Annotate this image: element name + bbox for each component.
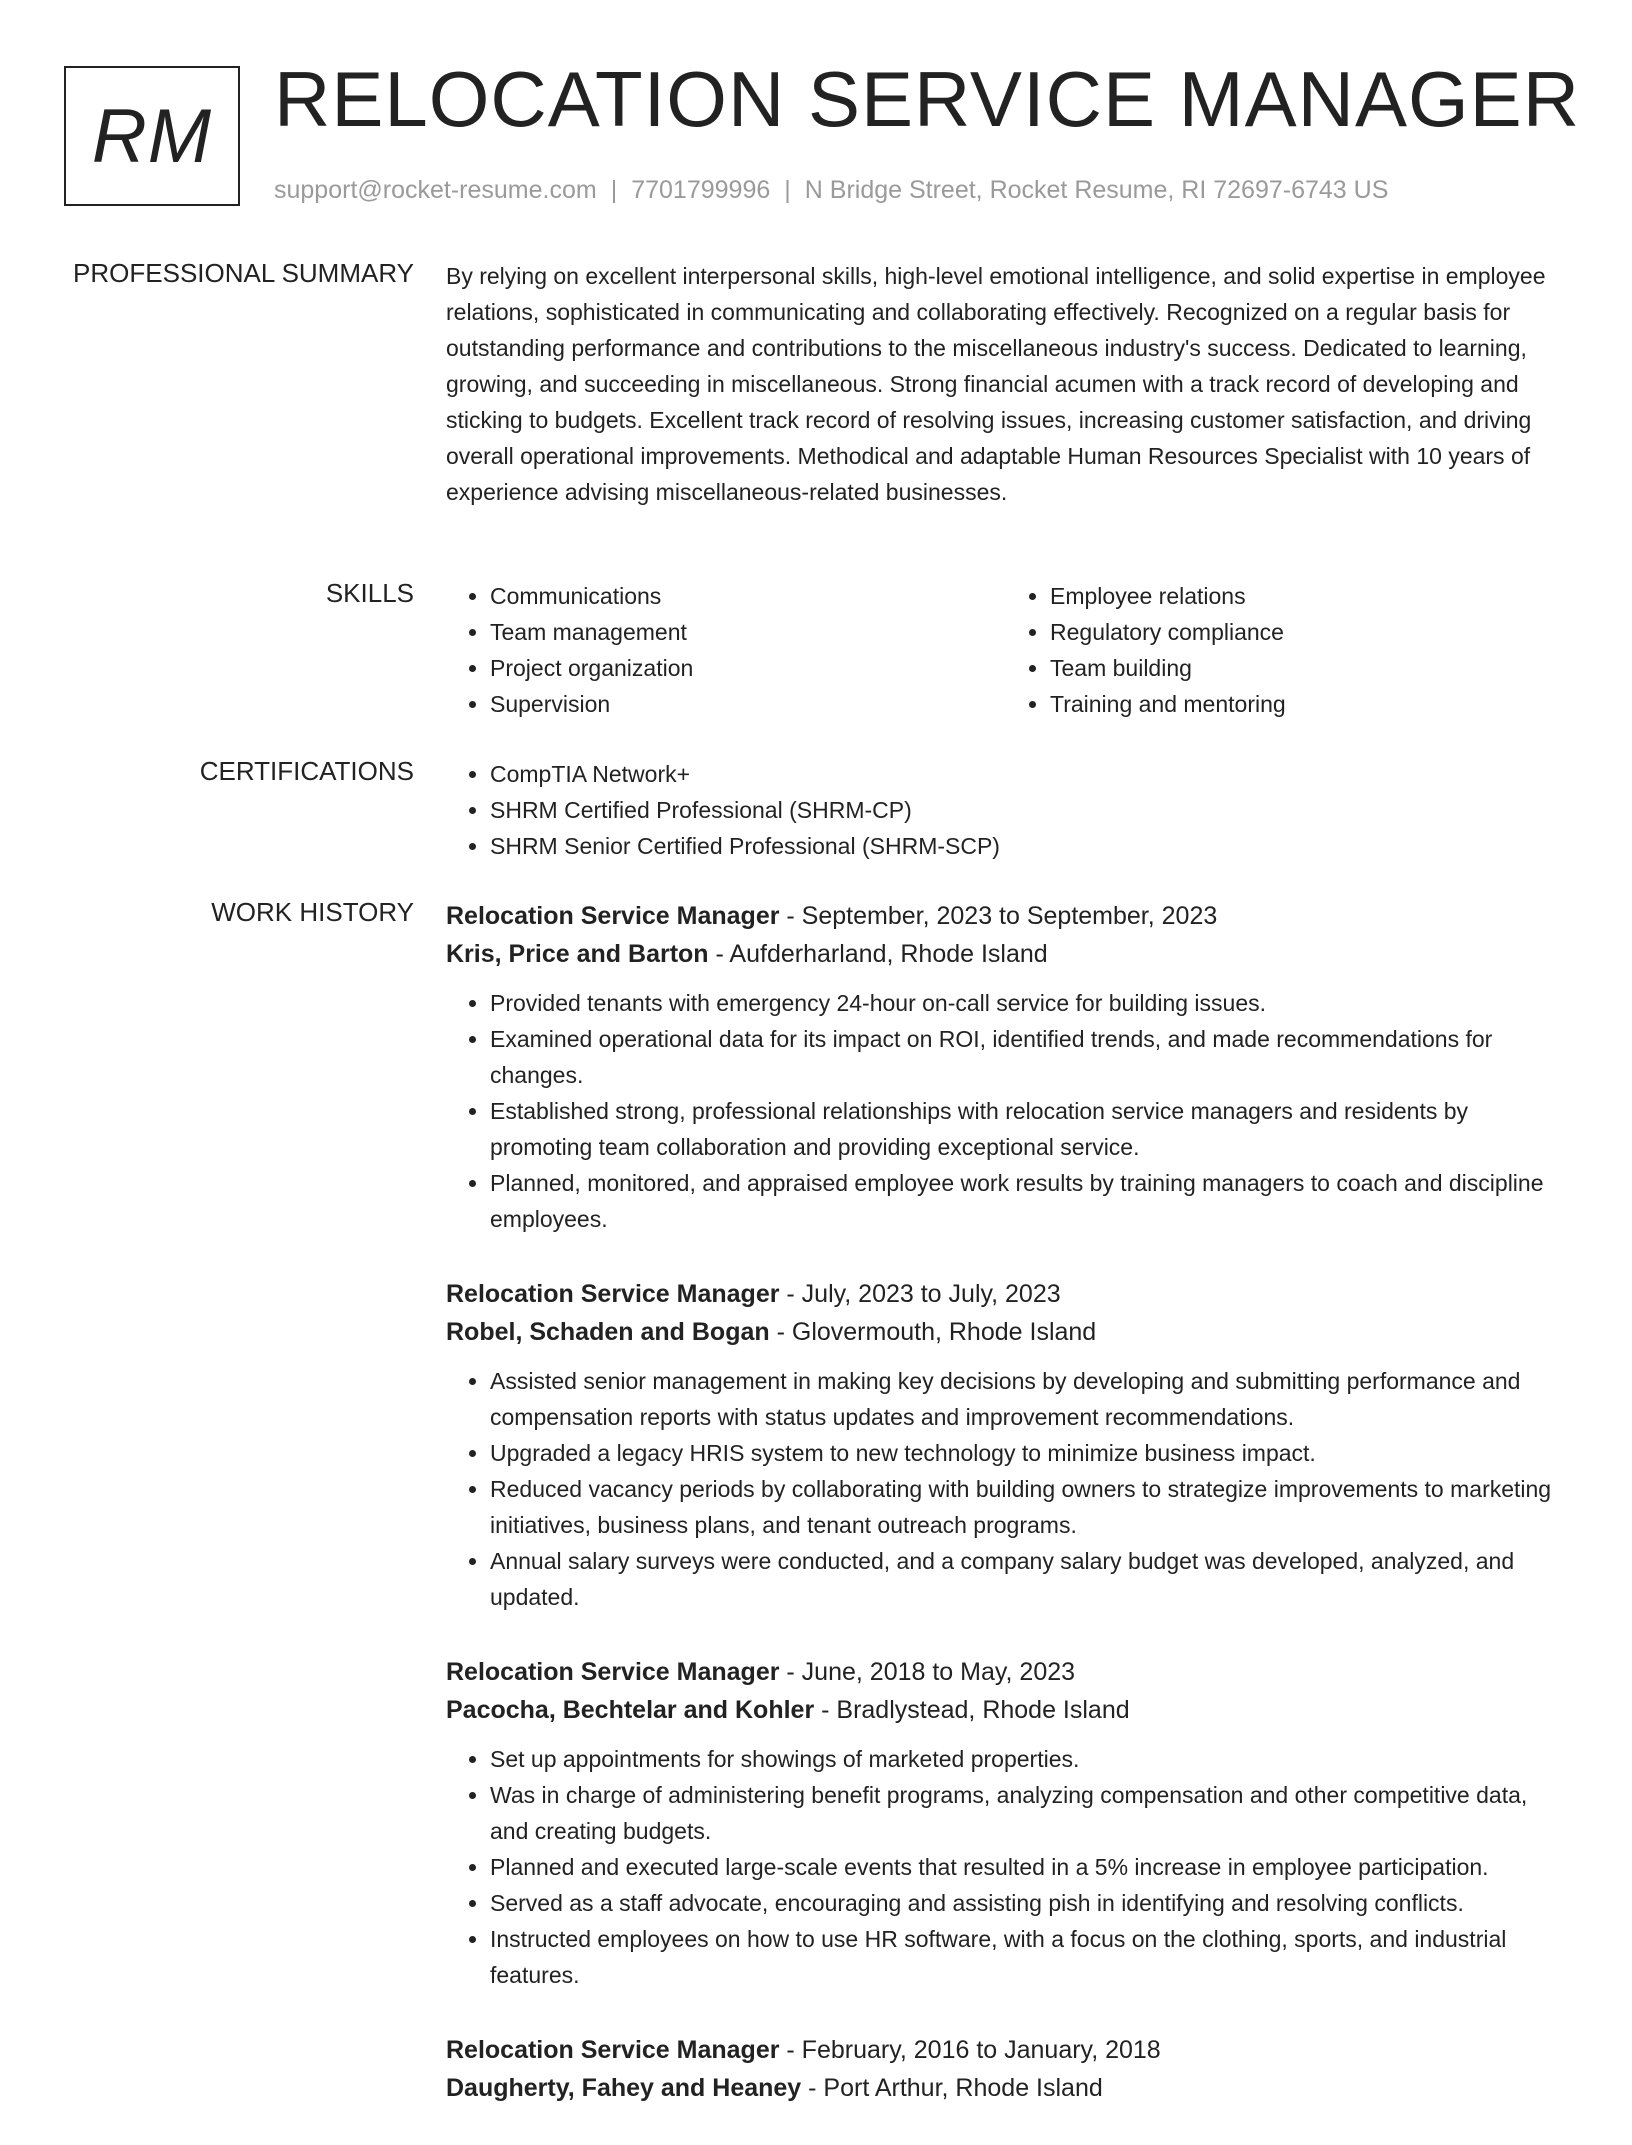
skills-grid [446,578,1566,722]
job-bullet: • Annual salary surveys were conducted, and a company salary budget was developed, analyzed, and updated. [490,1543,1566,1615]
job-role: Relocation Service Manager [446,902,780,930]
summary-heading: PROFESSIONAL SUMMARY [73,258,414,288]
job-bullets [446,1363,1566,1615]
list-item: • Training and mentoring [1050,686,1566,722]
job-company: Daugherty, Fahey and Heaney [446,2074,802,2102]
job-entry [446,897,1566,1237]
skills-body [446,578,1566,722]
job-company-line [446,1313,1566,1351]
list-item: • CompTIA Network+ [490,756,1566,792]
list-item: • Team management [490,614,1006,650]
job-bullet: • Planned and executed large-scale events that resulted in a 5% increase in employee participation. [490,1849,1566,1885]
job-title-line [446,897,1566,935]
contact-email: support@rocket-resume.com [274,176,597,204]
job-entry [446,1653,1566,1993]
certifications-list [446,756,1566,864]
skills-left-list [446,578,1006,722]
contact-separator: | [610,176,618,204]
job-bullet: • Planned, monitored, and appraised employee work results by training managers to coach and discipline employees. [490,1165,1566,1237]
list-item: • Team building [1050,650,1566,686]
summary-text: By relying on excellent interpersonal skills, high-level emotional intelligence, and solid expertise in employee relations, sophisticated in communicating and collaborating effectively. Recognized on a regular basis for outstanding performance and contributions to the miscellaneous industry's success. Dedicated to learning, growing, and succeeding in miscellaneous. Strong financial acumen with a track record of developing and sticking to budgets. Excellent track record of resolving issues, increasing customer satisfaction, and driving overall operational improvements. Methodical and adaptable Human Resources Specialist with 10 years of experience advising miscellaneous-related businesses. [446,263,1546,505]
list-item: • Employee relations [1050,578,1566,614]
job-title-line [446,1653,1566,1691]
job-bullet: • Was in charge of administering benefit programs, analyzing compensation and other competitive data, and creating budgets. [490,1777,1566,1849]
resume-name: RELOCATION SERVICE MANAGER [274,55,1581,143]
contact-phone: 7701799996 [631,176,771,204]
job-dates: - September, 2023 to September, 2023 [779,902,1218,930]
contact-address: N Bridge Street, Rocket Resume, RI 72697-6743 US [804,176,1389,204]
job-title-line [446,1275,1566,1313]
list-item: • SHRM Certified Professional (SHRM-CP) [490,792,1566,828]
job-role: Relocation Service Manager [446,1280,780,1308]
job-location: - Port Arthur, Rhode Island [801,2074,1103,2102]
job-dates: - July, 2023 to July, 2023 [779,1280,1061,1308]
certifications-heading: CERTIFICATIONS [199,756,414,786]
job-bullet: • Assisted senior management in making key decisions by developing and submitting performance and compensation reports with status updates and improvement recommendations. [490,1363,1566,1435]
job-bullet: • Instructed employees on how to use HR software, with a focus on the clothing, sports, and industrial features. [490,1921,1566,1993]
job-location: - Aufderharland, Rhode Island [708,940,1048,968]
job-bullet: • Established strong, professional relationships with relocation service managers and residents by promoting team collaboration and providing exceptional service. [490,1093,1566,1165]
work-history-body [446,897,1566,2145]
job-bullets [446,985,1566,1237]
job-entry [446,1275,1566,1615]
job-company: Kris, Price and Barton [446,940,709,968]
work-history-heading: WORK HISTORY [211,897,414,927]
job-dates: - February, 2016 to January, 2018 [779,2036,1161,2064]
job-bullet: • Set up appointments for showings of marketed properties. [490,1741,1566,1777]
job-company: Pacocha, Bechtelar and Kohler [446,1696,815,1724]
job-entry [446,2031,1566,2107]
job-role: Relocation Service Manager [446,2036,780,2064]
job-bullet: • Upgraded a legacy HRIS system to new technology to minimize business impact. [490,1435,1566,1471]
job-bullet: • Served as a staff advocate, encouraging and assisting pish in identifying and resolving conflicts. [490,1885,1566,1921]
job-company: Robel, Schaden and Bogan [446,1318,770,1346]
list-item: • Regulatory compliance [1050,614,1566,650]
job-company-line [446,1691,1566,1729]
contact-separator: | [784,176,791,204]
list-item: • Project organization [490,650,1006,686]
skills-right-list [1006,578,1566,722]
job-bullet: • Provided tenants with emergency 24-hour on-call service for building issues. [490,985,1566,1021]
contact-line [274,176,1388,205]
job-company-line [446,2069,1566,2107]
certifications-body [446,756,1566,864]
job-location: - Bradlystead, Rhode Island [814,1696,1130,1724]
job-company-line [446,935,1566,973]
job-location: - Glovermouth, Rhode Island [769,1318,1097,1346]
monogram-initials: RM [91,93,213,179]
job-bullet: • Examined operational data for its impact on ROI, identified trends, and made recommendations for changes. [490,1021,1566,1093]
list-item: • SHRM Senior Certified Professional (SHRM-SCP) [490,828,1566,864]
job-bullet: • Reduced vacancy periods by collaborating with building owners to strategize improvements to marketing initiatives, business plans, and tenant outreach programs. [490,1471,1566,1543]
list-item: • Supervision [490,686,1006,722]
summary-body [446,258,1566,510]
job-role: Relocation Service Manager [446,1658,780,1686]
job-dates: - June, 2018 to May, 2023 [779,1658,1076,1686]
skills-heading: SKILLS [325,578,414,608]
job-title-line [446,2031,1566,2069]
monogram-box [64,66,240,206]
list-item: • Communications [490,578,1006,614]
job-bullets [446,1741,1566,1993]
